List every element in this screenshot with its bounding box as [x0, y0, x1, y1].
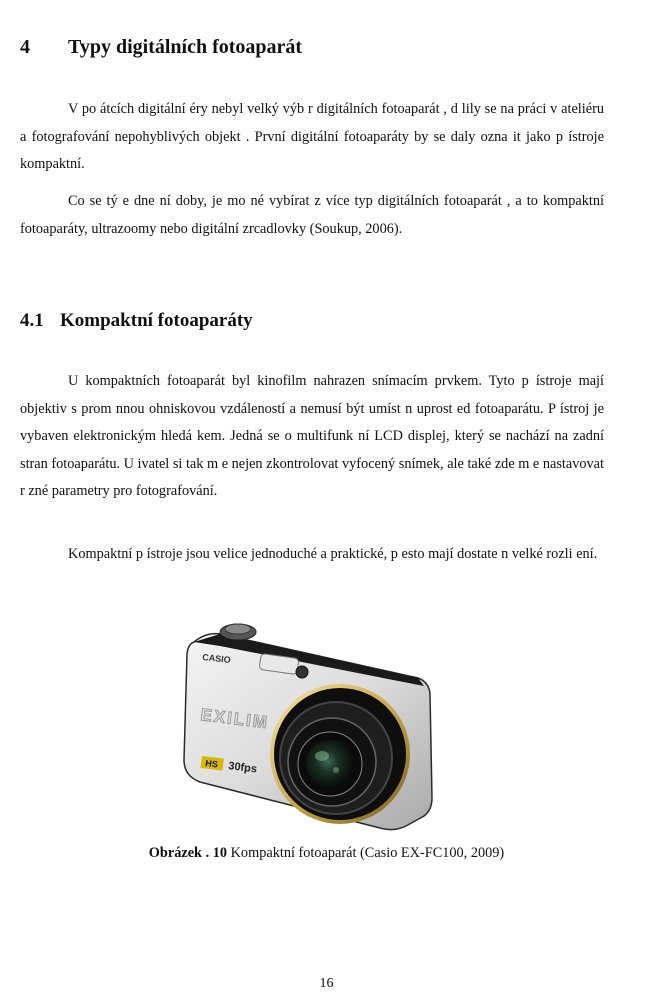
page-number: 16	[319, 976, 334, 991]
lens-reflection	[315, 751, 329, 761]
lens-highlight	[333, 767, 339, 773]
section-heading	[20, 310, 253, 332]
chapter-title: Typy digitálních fotoaparát	[68, 36, 303, 58]
caption-label: Obrázek . 10	[148, 845, 228, 861]
af-lamp	[296, 666, 308, 678]
paragraph: Kompaktní p ístroje jsou velice jednoduché a praktické, p esto mají dostate n velké rozli ení.	[68, 546, 598, 562]
hs-badge-label: HS	[204, 758, 219, 770]
paragraph: U kompaktních fotoaparát byl kinofilm nahrazen snímacím prvkem. Tyto p ístroje mají objektiv s prom nnou ohniskovou vzdáleností a nemusí být umíst n uprost ed fotoaparátu. P ístroj je vybaven elektronickým hledá kem. Jedná se o multifunk ní LCD displej, který se nachází na zadní stran fotoaparátu. U ivatel si tak m e nejen zkontrolovat vyfocený snímek, ale také zde m e nastavovat r zné parametry pro fotografování.	[20, 373, 604, 499]
figure-caption	[0, 845, 653, 862]
chapter-heading	[20, 36, 302, 59]
shutter-button	[225, 624, 251, 634]
camera-figure	[180, 620, 440, 835]
model-label: EXILIM	[199, 705, 270, 733]
section-number: 4.1	[20, 310, 44, 331]
section-title: Kompaktní fotoaparáty	[60, 310, 253, 331]
paragraph: V po átcích digitální éry nebyl velký výb r digitálních fotoaparát , d lily se na práci v ateliéru a fotografování nepohyblivých objekt . První digitální fotoaparáty by se daly ozna it jako p ístroje kompaktní.	[20, 101, 604, 172]
paragraph: Co se tý e dne ní doby, je mo né vybírat z více typ digitálních fotoaparát , a to kompaktní fotoaparáty, ultrazoomy nebo digitální zrcadlovky (Soukup, 2006).	[20, 193, 604, 237]
caption-text: Kompaktní fotoaparát (Casio EX-FC100, 2009)	[227, 845, 505, 861]
chapter-number: 4	[20, 36, 30, 58]
brand-label: CASIO	[201, 652, 232, 665]
lens-glass	[306, 740, 354, 788]
fps-label: 30fps	[227, 760, 258, 776]
camera-illustration	[180, 620, 440, 835]
